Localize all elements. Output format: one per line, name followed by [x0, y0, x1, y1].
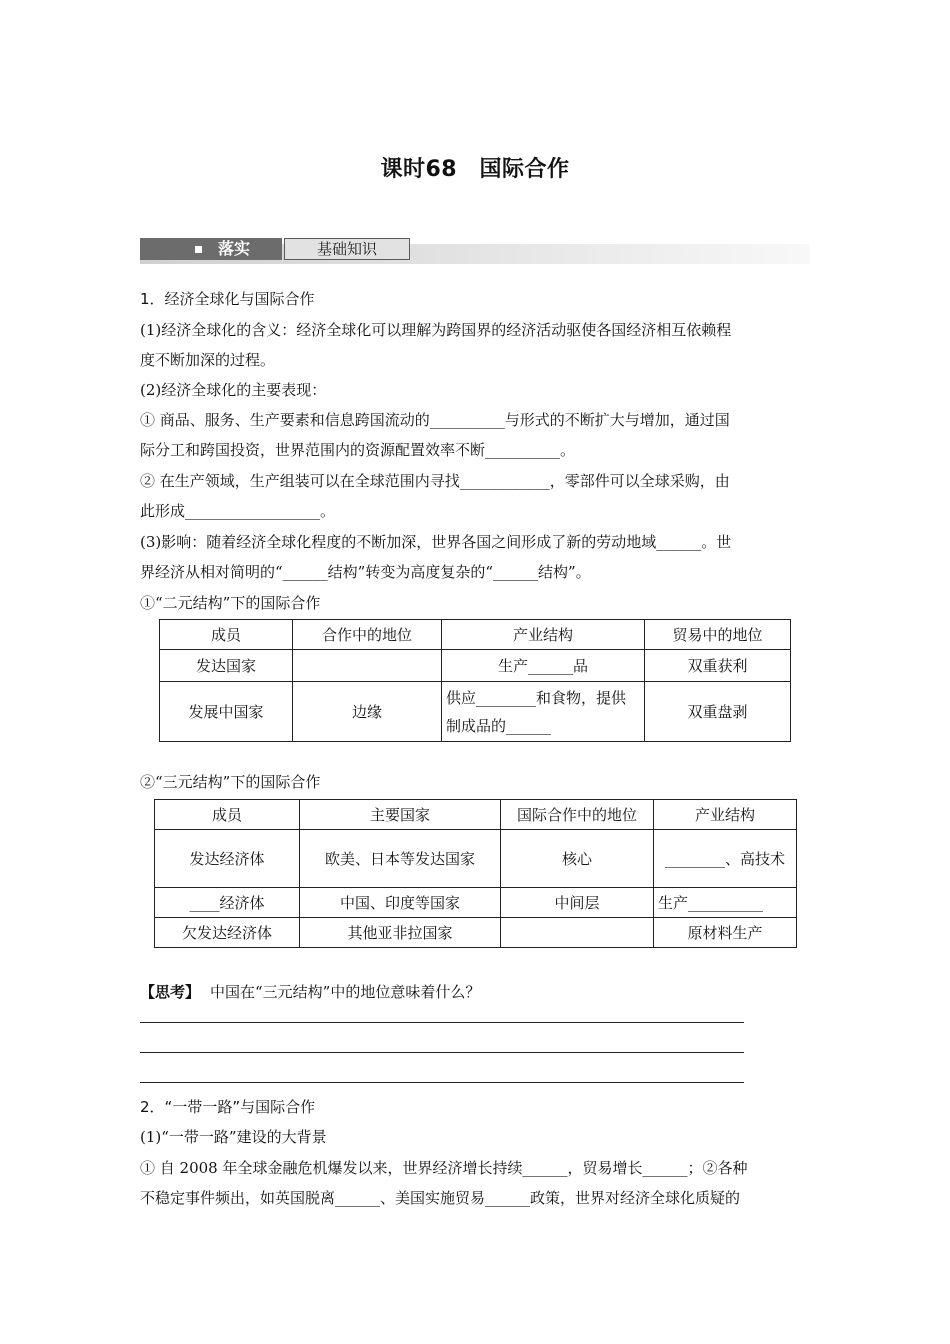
paragraph: (2)经济全球化的主要表现：	[140, 381, 327, 399]
triple-structure-table	[154, 799, 797, 948]
paragraph: 此形成__________________。	[140, 502, 336, 520]
think-question: 中国在“三元结构”中的地位意味着什么？	[210, 983, 481, 1001]
banner-dark-label: 落实	[218, 239, 251, 258]
table-cell: 发展中国家	[160, 682, 293, 742]
section1-heading: 1．经济全球化与国际合作	[140, 290, 315, 308]
table-cell: 中间层	[501, 888, 654, 918]
table-row	[155, 918, 797, 948]
table-header-cell: 贸易中的地位	[645, 620, 791, 650]
table-cell: 欧美、日本等发达国家	[300, 830, 501, 888]
paragraph: ① 商品、服务、生产要素和信息跨国流动的__________与形式的不断扩大与增加，通过国	[140, 411, 730, 429]
paragraph: (1)经济全球化的含义：经济全球化可以理解为跨国界的经济活动驱使各国经济相互依赖程	[140, 321, 732, 339]
table-cell: 边缘	[293, 682, 442, 742]
square-bullet-icon	[195, 246, 202, 253]
table-header-cell: 成员	[155, 800, 300, 830]
table-cell: 其他亚非拉国家	[300, 918, 501, 948]
table-cell: ________、高技术	[654, 830, 797, 888]
paragraph: 际分工和跨国投资，世界范围内的资源配置效率不断__________。	[140, 441, 576, 459]
banner-light-label: 基础知识	[284, 238, 410, 260]
table-header-cell: 成员	[160, 620, 293, 650]
table-cell: 核心	[501, 830, 654, 888]
table1-caption: ①“二元结构”下的国际合作	[140, 594, 321, 612]
answer-line[interactable]	[140, 1052, 744, 1053]
table2-caption: ②“三元结构”下的国际合作	[140, 773, 321, 791]
paragraph: ② 在生产领域，生产组装可以在全球范围内寻找____________，零部件可以全球采购，由	[140, 472, 730, 490]
answer-line[interactable]	[140, 1082, 744, 1083]
table-cell: 生产______品	[442, 650, 645, 682]
table-row	[160, 682, 791, 742]
page-title: 课时68 国际合作	[380, 157, 570, 182]
paragraph: (1)“一带一路”建设的大背景	[140, 1128, 327, 1146]
paragraph: 不稳定事件频出，如英国脱离______、美国实施贸易______政策，世界对经济全球化质疑的	[140, 1189, 741, 1207]
table-row	[155, 888, 797, 918]
table-header-cell: 合作中的地位	[293, 620, 442, 650]
table-cell: 发达经济体	[155, 830, 300, 888]
paragraph: 界经济从相对简明的“______结构”转变为高度复杂的“______结构”。	[140, 563, 591, 581]
answer-line[interactable]	[140, 1022, 744, 1023]
table-cell: 供应________和食物，提供制成品的______	[442, 682, 645, 742]
table-cell	[501, 918, 654, 948]
table-cell	[293, 650, 442, 682]
paragraph: (3)影响：随着经济全球化程度的不断加深，世界各国之间形成了新的劳动地域______。世	[140, 533, 732, 551]
table-header-row	[160, 620, 791, 650]
table-cell: 欠发达经济体	[155, 918, 300, 948]
table-cell: 生产__________	[654, 888, 797, 918]
banner-dark-tab	[140, 238, 282, 260]
table-cell: 双重盘剥	[645, 682, 791, 742]
table-row	[160, 650, 791, 682]
table-cell: 中国、印度等国家	[300, 888, 501, 918]
table-header-cell: 主要国家	[300, 800, 501, 830]
table-cell: 双重获利	[645, 650, 791, 682]
think-prompt	[140, 980, 480, 1004]
table-header-row	[155, 800, 797, 830]
table-cell: ____经济体	[155, 888, 300, 918]
paragraph: 度不断加深的过程。	[140, 351, 276, 369]
section-banner	[140, 238, 810, 264]
paragraph: ① 自 2008 年全球金融危机爆发以来，世界经济增长持续______，贸易增长______；②各种	[140, 1159, 748, 1177]
table-header-cell: 产业结构	[442, 620, 645, 650]
think-label: 【思考】	[140, 983, 201, 1001]
table-cell: 发达国家	[160, 650, 293, 682]
table-header-cell: 国际合作中的地位	[501, 800, 654, 830]
table-cell: 原材料生产	[654, 918, 797, 948]
section2-heading: 2．“一带一路”与国际合作	[140, 1098, 316, 1116]
table-row	[155, 830, 797, 888]
dual-structure-table	[159, 619, 791, 742]
table-header-cell: 产业结构	[654, 800, 797, 830]
